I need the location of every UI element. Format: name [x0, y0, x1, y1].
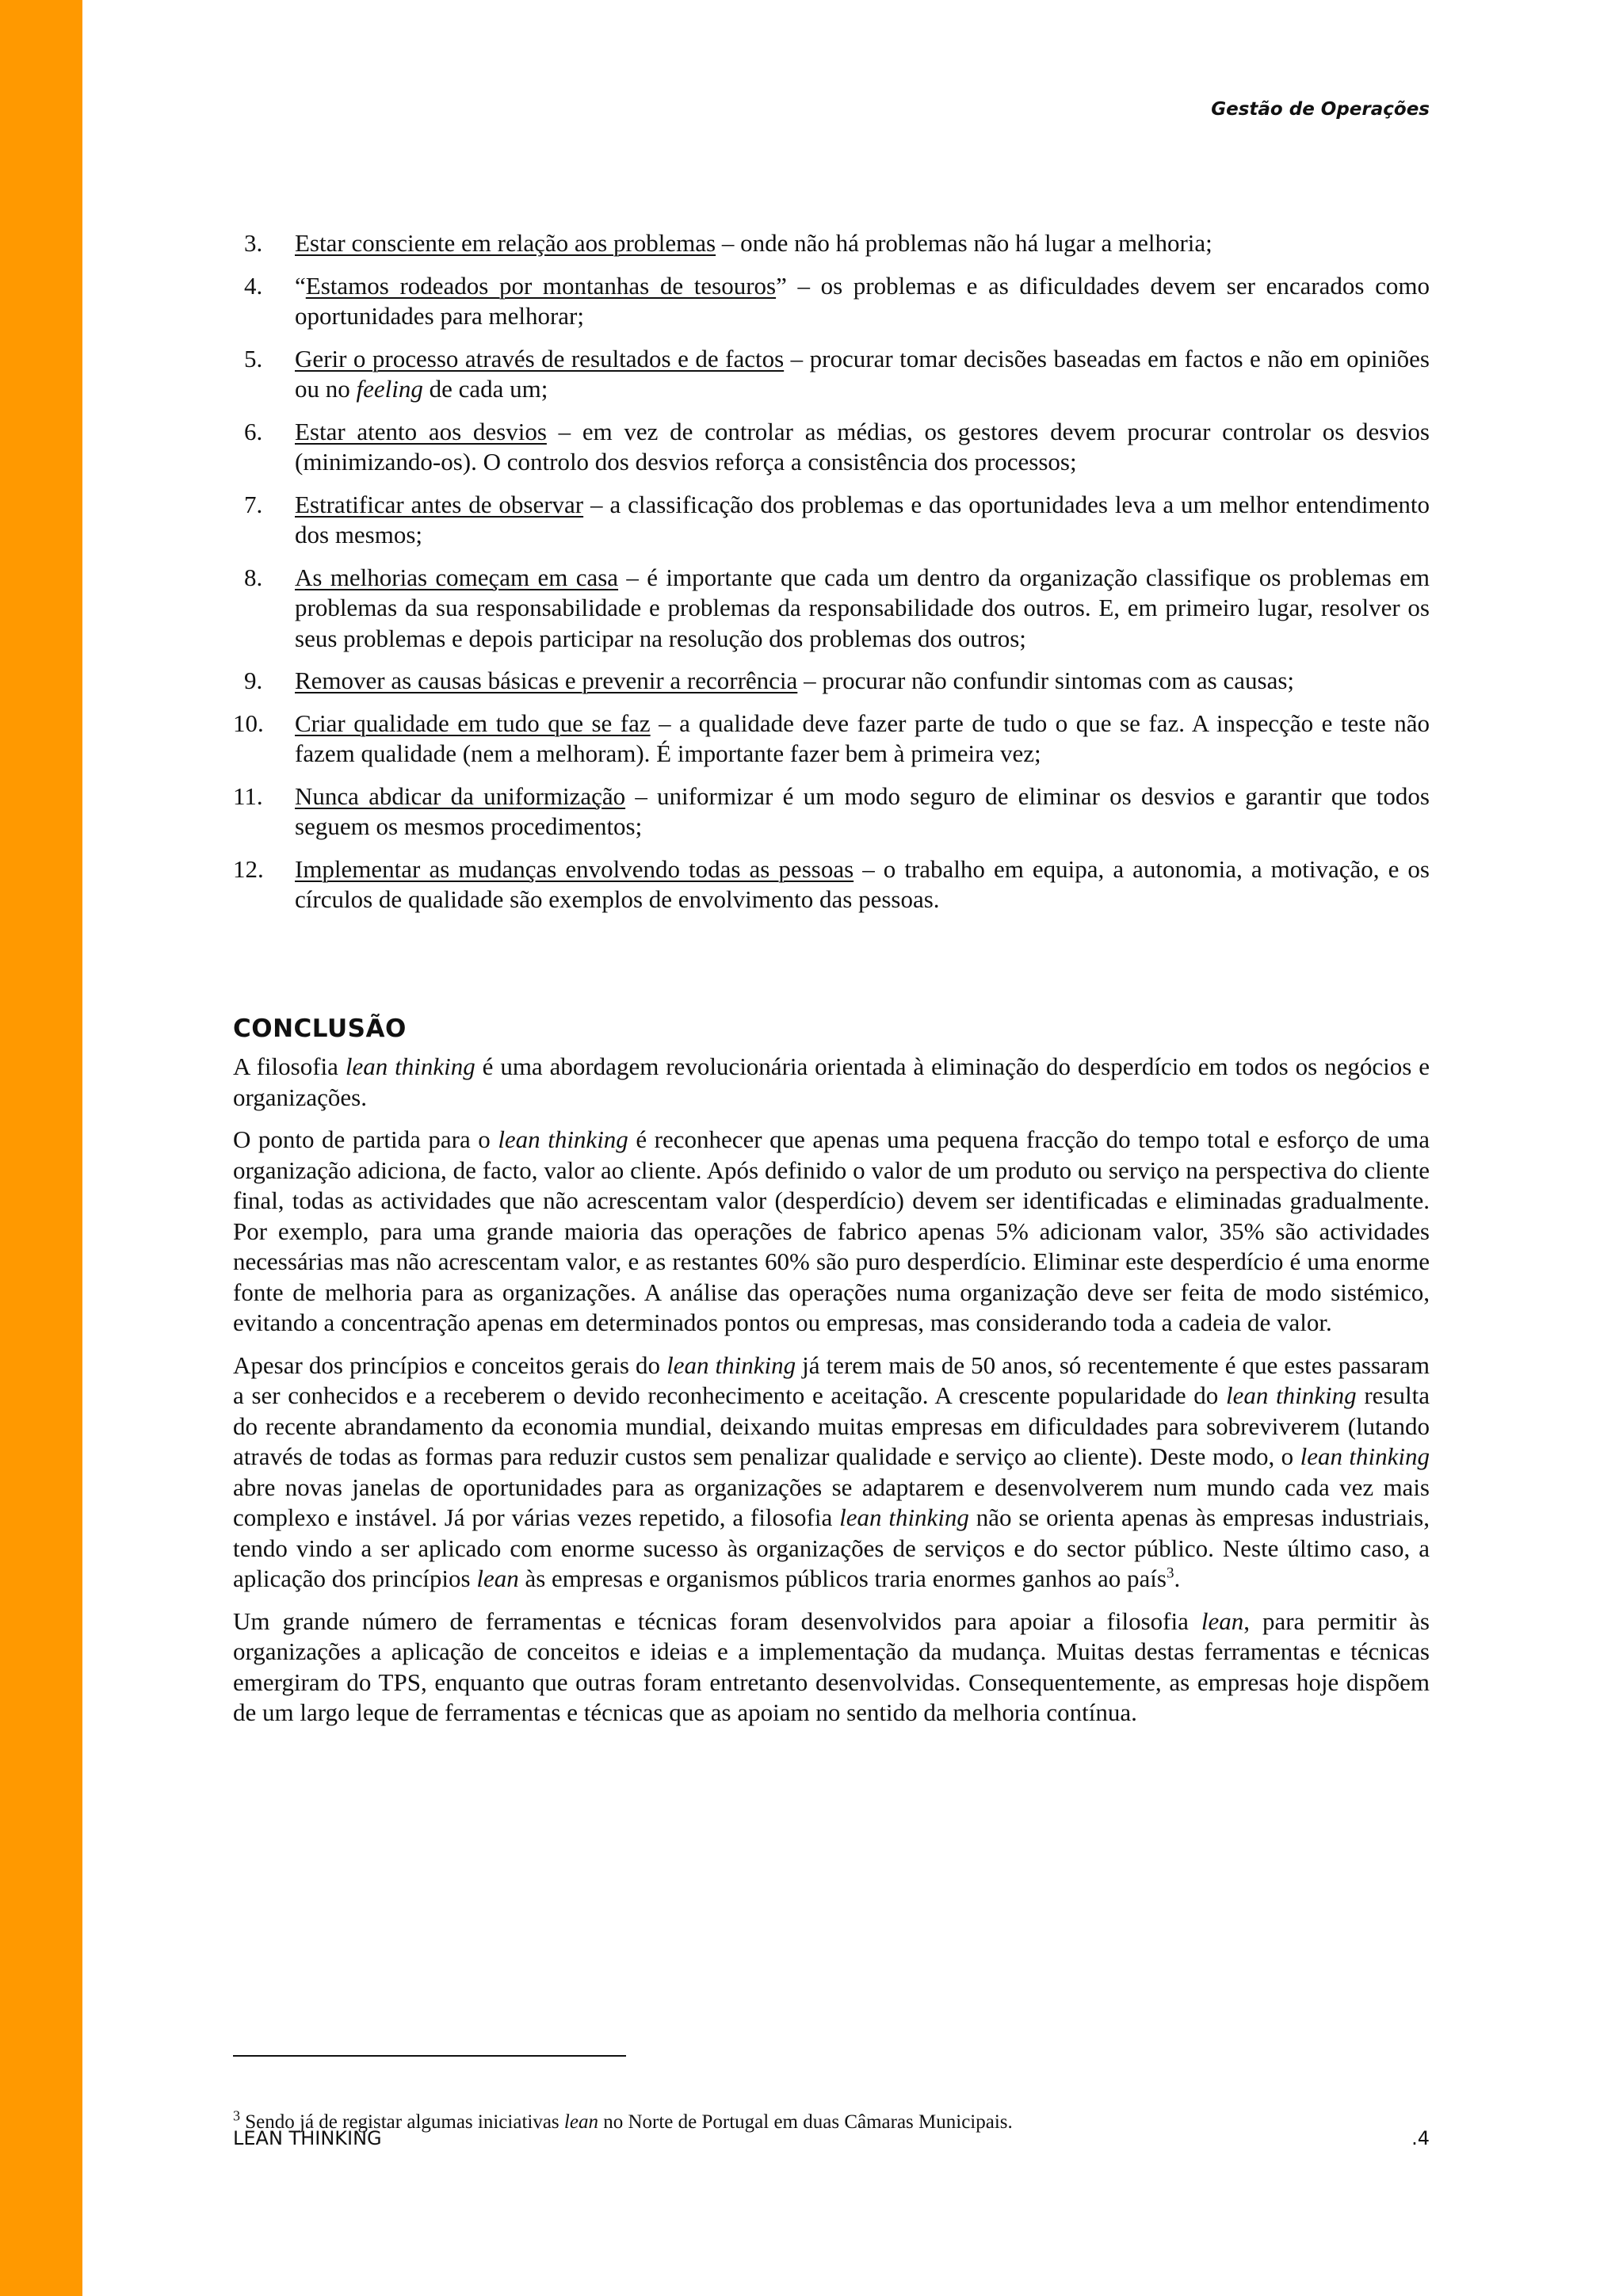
text-emphasis: lean thinking: [839, 1503, 969, 1531]
footnote-text: no Norte de Portugal em duas Câmaras Municipais.: [598, 2111, 1013, 2133]
item-text: – procurar tomar decisões baseadas em factos e não em opiniões ou no: [295, 344, 1430, 403]
text-emphasis: lean thinking: [666, 1350, 796, 1379]
text-run: A filosofia: [233, 1052, 346, 1080]
item-title: As melhorias começam em casa: [295, 563, 619, 591]
item-text: – é importante que cada um dentro da organização classifique os problemas em problemas da sua responsabilidade e problemas da responsabilidade dos outros. E, em primeiro lugar, resolver os seus problemas e depois participar na resolução dos problemas dos outros;: [295, 563, 1430, 652]
text-run: é uma abordagem revolucionária orientada à eliminação do desperdício em todos os negócios e organizações.: [233, 1052, 1430, 1111]
item-title: Implementar as mudanças envolvendo todas as pessoas: [295, 854, 854, 883]
footnote-emphasis: lean: [563, 2111, 598, 2133]
conclusion-paragraph-1: [233, 1052, 1430, 1113]
item-number: 12.: [233, 854, 264, 883]
footnote-number: 3: [233, 2107, 240, 2124]
item-number: 7.: [244, 490, 263, 518]
footnote: [233, 2107, 1422, 2134]
item-text: de cada um;: [422, 375, 548, 403]
item-number: 8.: [244, 563, 263, 591]
text-emphasis: lean: [1201, 1606, 1244, 1635]
item-number: 3.: [244, 229, 263, 257]
item-number: 11.: [233, 781, 263, 810]
text-run: .: [1174, 1564, 1181, 1592]
text-emphasis: lean: [476, 1564, 519, 1592]
list-item: [233, 854, 1430, 915]
list-item: [233, 344, 1430, 405]
item-number: 10.: [233, 709, 264, 737]
item-number: 6.: [244, 417, 263, 445]
conclusion-paragraph-2: [233, 1125, 1430, 1339]
item-text: – a classificação dos problemas e das oportunidades leva a um melhor entendimento dos mesmos;: [295, 490, 1430, 548]
item-title: Nunca abdicar da uniformização: [295, 781, 626, 810]
orange-sidebar-stripe: [0, 0, 82, 2296]
item-quote-open: “: [295, 271, 306, 300]
list-item: [233, 228, 1430, 259]
item-number: 4.: [244, 271, 263, 300]
list-item: [233, 781, 1430, 842]
item-text: – procurar não confundir sintomas com as causas;: [797, 667, 1295, 694]
text-emphasis: lean thinking: [1226, 1381, 1357, 1409]
page-body: [233, 228, 1430, 1740]
item-number: 9.: [244, 667, 263, 694]
principles-list: [233, 228, 1430, 915]
item-text-emphasis: feeling: [356, 375, 423, 403]
text-emphasis: lean thinking: [1300, 1442, 1430, 1470]
text-run: resulta do recente abrandamento da economia mundial, deixando muitas empresas em dificuldades para sobreviverem (lutando através de todas as formas para reduzir custos sem penalizar qualidade e serviço ao cliente). Deste modo, o: [233, 1381, 1430, 1470]
footnote-text: Sendo já de registar algumas iniciativas: [240, 2111, 564, 2133]
footnote-separator: [233, 2055, 626, 2057]
list-item: [233, 709, 1430, 770]
item-number: 5.: [244, 344, 263, 372]
text-run: Um grande número de ferramentas e técnicas foram desenvolvidos para apoiar a filosofia: [233, 1606, 1201, 1635]
list-item: [233, 666, 1430, 697]
item-title: Estar atento aos desvios: [295, 417, 547, 445]
list-item: [233, 271, 1430, 332]
list-item: [233, 490, 1430, 551]
item-title: Estamos rodeados por montanhas de tesouros: [305, 271, 777, 300]
section-heading-conclusion: CONCLUSÃO: [233, 1014, 407, 1043]
text-emphasis: lean thinking: [498, 1125, 628, 1153]
list-item: [233, 563, 1430, 655]
item-text: – a qualidade deve fazer parte de tudo o que se faz. A inspecção e teste não fazem qualidade (nem a melhoram). É importante fazer bem à primeira vez;: [295, 709, 1430, 767]
item-text: – em vez de controlar as médias, os gestores devem procurar controlar os desvios (minimizando-os). O controlo dos desvios reforça a consistência dos processos;: [295, 417, 1430, 476]
item-text: – uniformizar é um modo seguro de eliminar os desvios e garantir que todos seguem os mesmos procedimentos;: [295, 781, 1430, 840]
footnote-reference[interactable]: 3: [1166, 1564, 1174, 1582]
text-run: já terem mais de 50 anos, só recentemente é que estes passaram a ser conhecidos e a receberem o devido reconhecimento e aceitação. A crescente popularidade do: [233, 1350, 1430, 1409]
text-run: abre novas janelas de oportunidades para as organizações se adaptarem e desenvolverem num mundo cada vez mais complexo e instável. Já por várias vezes repetido, a filosofia: [233, 1473, 1430, 1531]
text-run: às empresas e organismos públicos traria enormes ganhos ao país: [518, 1564, 1167, 1592]
item-title: Gerir o processo através de resultados e de factos: [295, 344, 785, 372]
running-header: Gestão de Operações: [1211, 99, 1430, 120]
item-title: Estar consciente em relação aos problemas: [295, 229, 716, 257]
text-run: , para permitir às organizações a aplicação de conceitos e ideias e a implementação da mudança. Muitas destas ferramentas e técnicas emergiram do TPS, enquanto que outras foram entretanto desenvolvidas. Consequentemente, as empresas hoje dispõem de um largo leque de ferramentas e técnicas que as apoiam no sentido da melhoria contínua.: [233, 1606, 1430, 1726]
footer-page-number: .4: [1411, 2127, 1430, 2149]
item-text: – o trabalho em equipa, a autonomia, a motivação, e os círculos de qualidade são exemplos de envolvimento das pessoas.: [295, 854, 1430, 913]
item-title: Remover as causas básicas e prevenir a recorrência: [295, 667, 798, 694]
text-emphasis: lean thinking: [345, 1052, 475, 1080]
conclusion-paragraph-3: [233, 1350, 1430, 1595]
text-run: O ponto de partida para o: [233, 1125, 498, 1153]
text-run: Apesar dos princípios e conceitos gerais do: [233, 1350, 667, 1379]
item-title: Estratificar antes de observar: [295, 490, 584, 518]
footer-document-title: LEAN THINKING: [233, 2127, 382, 2149]
text-run: é reconhecer que apenas uma pequena fracção do tempo total e esforço de uma organização adiciona, de facto, valor ao cliente. Após definido o valor de um produto ou serviço na perspectiva do cliente final, todas as actividades que não acrescentam valor (desperdício) devem ser identificadas e eliminadas gradualmente. Por exemplo, para uma grande maioria das operações de fabrico apenas 5% adicionam valor, 35% são actividades necessárias mas não acrescentam valor, e as restantes 60% são puro desperdício. Eliminar este desperdício é uma enorme fonte de melhoria para as organizações. A análise das operações numa organização deve ser feita de modo sistémico, evitando a concentração apenas em determinados pontos ou empresas, mas considerando toda a cadeia de valor.: [233, 1125, 1430, 1336]
conclusion-paragraph-4: [233, 1606, 1430, 1729]
item-text: – onde não há problemas não há lugar a melhoria;: [716, 229, 1212, 257]
list-item: [233, 417, 1430, 478]
text-run: não se orienta apenas às empresas industriais, tendo vindo a ser aplicado com enorme sucesso às organizações de serviços e do sector público. Neste último caso, a aplicação dos princípios: [233, 1503, 1430, 1592]
item-text: ” – os problemas e as dificuldades devem ser encarados como oportunidades para melhorar;: [295, 271, 1430, 330]
item-title: Criar qualidade em tudo que se faz: [295, 709, 651, 737]
